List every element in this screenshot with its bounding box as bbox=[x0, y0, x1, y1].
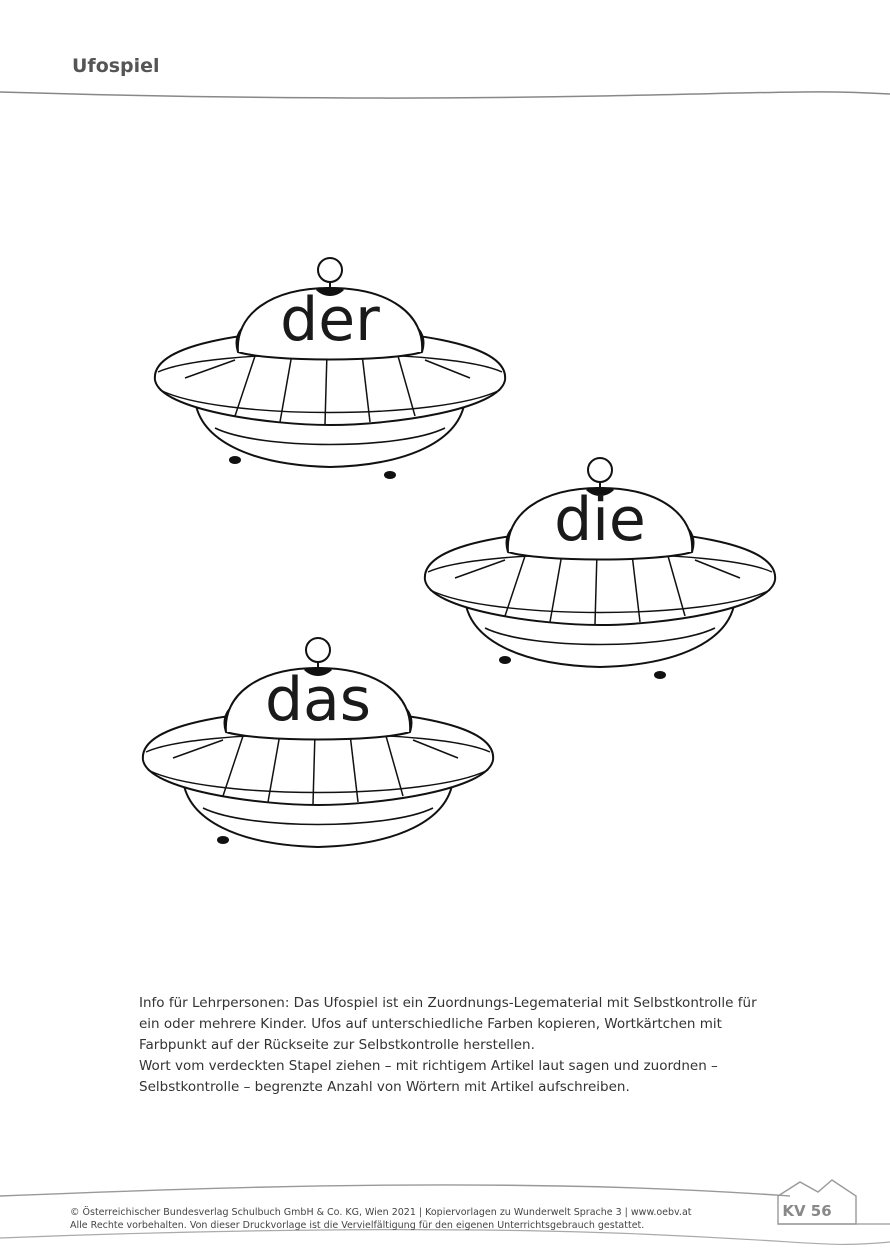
ufo-word-der: der bbox=[280, 285, 380, 355]
footer-text bbox=[70, 1206, 750, 1232]
ufo-der bbox=[155, 258, 505, 479]
ufo-illustration bbox=[0, 170, 890, 850]
info-paragraph-2: Wort vom verdeckten Stapel ziehen – mit richtigem Artikel laut sagen und zuordnen – Selbstkontrolle – begrenzte Anzahl von Wörtern mit Artikel aufschreiben. bbox=[139, 1058, 718, 1095]
page-label: KV 56 bbox=[782, 1202, 832, 1220]
ufo-die bbox=[425, 458, 775, 679]
page-title: Ufospiel bbox=[72, 55, 160, 77]
footer-copyright: © Österreichischer Bundesverlag Schulbuch GmbH & Co. KG, Wien 2021 | Kopiervorlagen zu Wunderwelt Sprache 3 | www.oebv.at bbox=[70, 1207, 692, 1218]
footer-rights: Alle Rechte vorbehalten. Von dieser Druckvorlage ist die Vervielfältigung für den eigenen Unterrichtsgebrauch gestattet. bbox=[70, 1220, 645, 1231]
info-paragraph-1: Info für Lehrpersonen: Das Ufospiel ist ein Zuordnungs-Legematerial mit Selbstkontrolle für ein oder mehrere Kinder. Ufos auf unterschiedliche Farben kopieren, Wortkärtchen mit Farbpunkt auf der Rückseite zur Selbstkontrolle herstellen. bbox=[139, 995, 757, 1053]
header-divider bbox=[0, 84, 890, 104]
ufo-word-das: das bbox=[264, 665, 372, 735]
ufo-das bbox=[143, 638, 493, 850]
teacher-info bbox=[139, 993, 779, 1098]
ufo-word-die: die bbox=[554, 485, 646, 555]
